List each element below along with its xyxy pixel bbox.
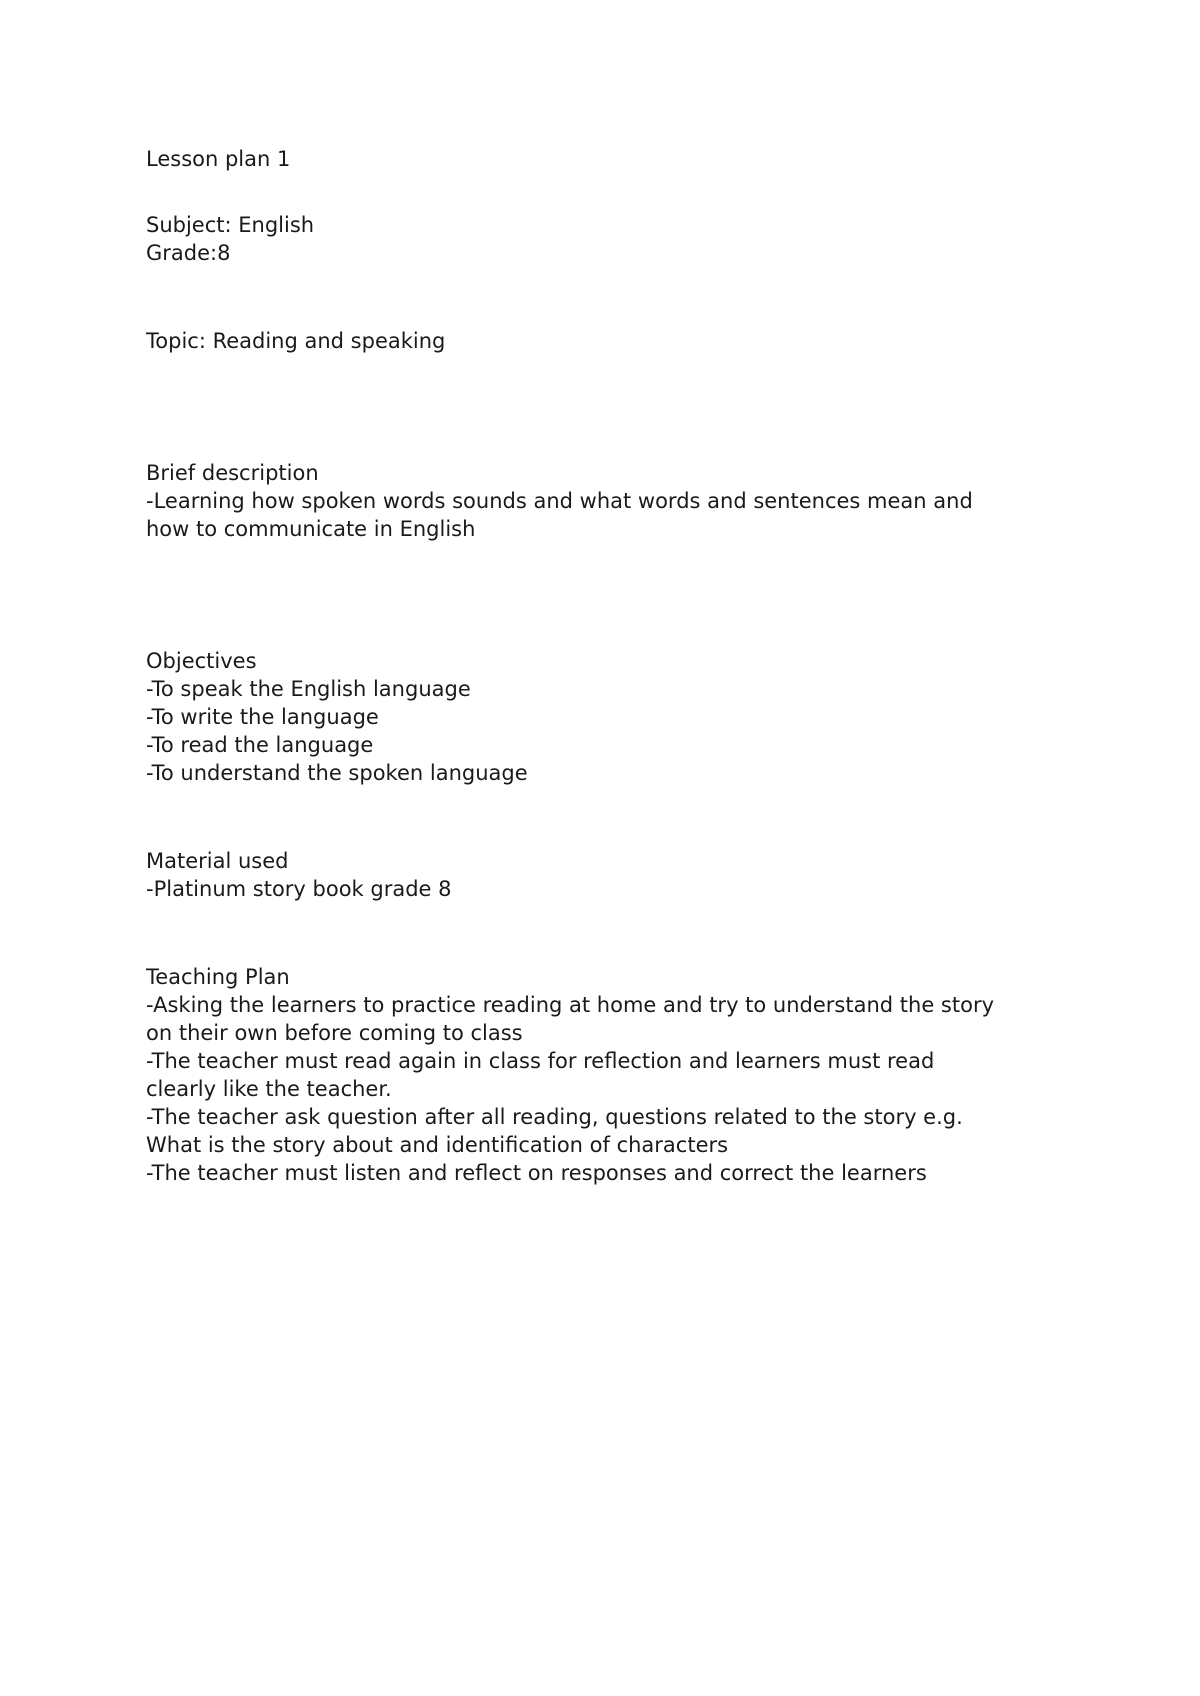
teaching-plan-line: -The teacher must listen and reflect on responses and correct the learners <box>146 1161 927 1185</box>
objective-item: -To write the language <box>146 705 379 729</box>
teaching-plan-line: What is the story about and identification of characters <box>146 1133 729 1157</box>
objectives-heading: Objectives <box>146 649 257 673</box>
teaching-plan-line: -Asking the learners to practice reading at home and try to understand the story <box>146 993 995 1017</box>
spacer <box>146 187 1066 211</box>
spacer <box>146 787 1066 847</box>
brief-description-heading: Brief description <box>146 461 319 485</box>
grade-line: Grade:8 <box>146 241 231 265</box>
spacer <box>146 903 1066 963</box>
teaching-plan-section <box>146 963 1066 1187</box>
subject-line: Subject: English <box>146 213 315 237</box>
brief-description-line: how to communicate in English <box>146 517 476 541</box>
teaching-plan-line: -The teacher must read again in class for reflection and learners must read <box>146 1049 935 1073</box>
spacer <box>146 267 1066 327</box>
objective-item: -To read the language <box>146 733 374 757</box>
teaching-plan-heading: Teaching Plan <box>146 965 290 989</box>
objective-item: -To speak the English language <box>146 677 471 701</box>
material-used-section <box>146 847 1066 903</box>
objective-item: -To understand the spoken language <box>146 761 528 785</box>
spacer <box>146 543 1066 647</box>
teaching-plan-line: on their own before coming to class <box>146 1021 523 1045</box>
spacer <box>146 173 1066 187</box>
spacer <box>146 355 1066 459</box>
brief-description-line: -Learning how spoken words sounds and what words and sentences mean and <box>146 489 973 513</box>
document-title: Lesson plan 1 <box>146 147 291 171</box>
document-body <box>146 145 1066 1187</box>
teaching-plan-line: -The teacher ask question after all reading, questions related to the story e.g. <box>146 1105 963 1129</box>
topic-line: Topic: Reading and speaking <box>146 329 446 353</box>
teaching-plan-line: clearly like the teacher. <box>146 1077 392 1101</box>
material-used-heading: Material used <box>146 849 289 873</box>
objectives-section <box>146 647 1066 787</box>
brief-description-section <box>146 459 1066 543</box>
material-item: -Platinum story book grade 8 <box>146 877 452 901</box>
